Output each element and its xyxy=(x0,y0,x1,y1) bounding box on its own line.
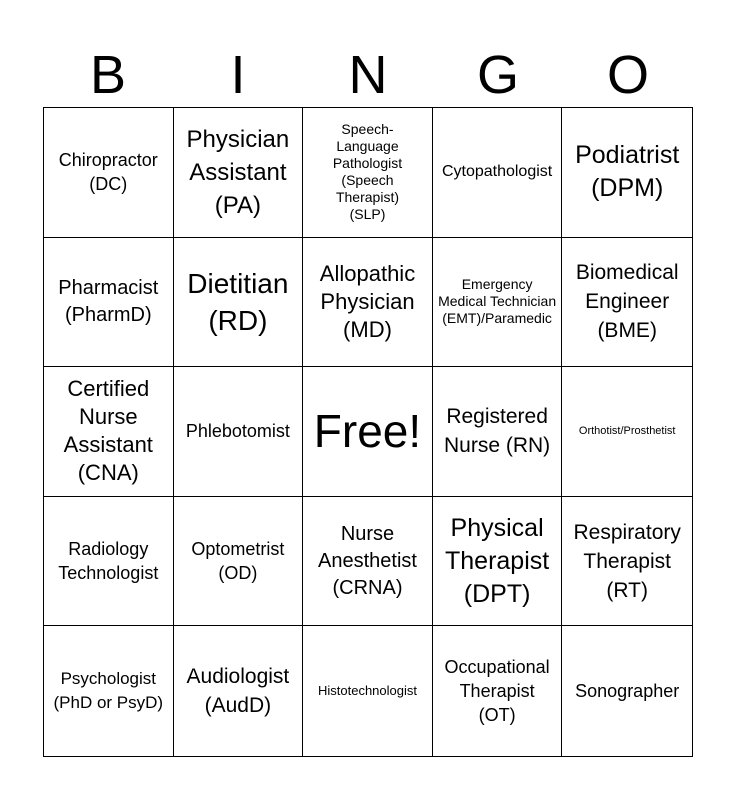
bingo-cell-b2[interactable] xyxy=(44,238,174,368)
bingo-cell-g1[interactable] xyxy=(433,108,563,238)
bingo-cell-n4[interactable] xyxy=(303,497,433,627)
cell-label: Pharmacist (PharmD) xyxy=(58,276,159,326)
cell-label: Allopathic Physician (MD) xyxy=(319,260,416,342)
cell-label: Occupational Therapist (OT) xyxy=(444,657,550,726)
cell-label: Orthotist/Prosthetist xyxy=(578,425,676,438)
bingo-cell-n1[interactable] xyxy=(303,108,433,238)
cell-label: Podiatrist (DPM) xyxy=(575,141,680,203)
bingo-cell-n5[interactable] xyxy=(303,626,433,756)
cell-label: Cytopathologist xyxy=(441,163,553,181)
bingo-cell-o5[interactable] xyxy=(562,626,692,756)
cell-label: Biomedical Engineer (BME) xyxy=(575,261,679,343)
bingo-cell-i4[interactable] xyxy=(174,497,304,627)
cell-label: Respiratory Therapist (RT) xyxy=(573,520,681,602)
bingo-cell-i1[interactable] xyxy=(174,108,304,238)
bingo-cell-b1[interactable] xyxy=(44,108,174,238)
bingo-cell-g5[interactable] xyxy=(433,626,563,756)
bingo-cell-b4[interactable] xyxy=(44,497,174,627)
cell-label: Histotechnologist xyxy=(317,683,417,699)
cell-label: Nurse Anesthetist (CRNA) xyxy=(318,522,417,599)
free-space-label: Free! xyxy=(313,405,422,458)
bingo-cell-n2[interactable] xyxy=(303,238,433,368)
header-letter-n: N xyxy=(348,45,388,105)
bingo-cell-b3[interactable] xyxy=(44,367,174,497)
cell-label: Dietitian (RD) xyxy=(187,267,289,336)
bingo-cell-o3[interactable] xyxy=(562,367,692,497)
cell-label: Certified Nurse Assistant (CNA) xyxy=(63,376,153,486)
cell-label: Emergency Medical Technician (EMT)/Paramedic xyxy=(438,276,557,327)
bingo-cell-i3[interactable] xyxy=(174,367,304,497)
cell-label: Physician Assistant (PA) xyxy=(186,125,290,219)
header-letter-g: G xyxy=(476,45,519,105)
bingo-cell-i5[interactable] xyxy=(174,626,304,756)
header-letter-i: I xyxy=(230,45,246,105)
cell-label: Psychologist (PhD or PsyD) xyxy=(53,669,164,713)
bingo-cell-o4[interactable] xyxy=(562,497,692,627)
bingo-cell-g4[interactable] xyxy=(433,497,563,627)
bingo-cell-b5[interactable] xyxy=(44,626,174,756)
bingo-cell-o1[interactable] xyxy=(562,108,692,238)
bingo-header xyxy=(43,44,693,106)
cell-label: Registered Nurse (RN) xyxy=(444,405,551,458)
cell-label: Optometrist (OD) xyxy=(191,539,285,584)
header-letter-o: O xyxy=(606,45,649,105)
bingo-cell-o2[interactable] xyxy=(562,238,692,368)
bingo-cell-n3-free[interactable] xyxy=(303,367,433,497)
cell-label: Sonographer xyxy=(575,681,680,702)
cell-label: Physical Therapist (DPT) xyxy=(444,513,550,608)
cell-label: Audiologist (AudD) xyxy=(186,665,290,718)
bingo-card-grid xyxy=(43,107,693,757)
cell-label: Chiropractor (DC) xyxy=(58,150,158,195)
cell-label: Radiology Technologist xyxy=(58,539,159,584)
cell-label: Phlebotomist xyxy=(185,421,290,442)
header-letter-b: B xyxy=(89,45,127,105)
bingo-cell-g2[interactable] xyxy=(433,238,563,368)
bingo-cell-g3[interactable] xyxy=(433,367,563,497)
bingo-cell-i2[interactable] xyxy=(174,238,304,368)
cell-label: Speech-Language Pathologist (Speech Therapist) (SLP) xyxy=(332,121,403,223)
